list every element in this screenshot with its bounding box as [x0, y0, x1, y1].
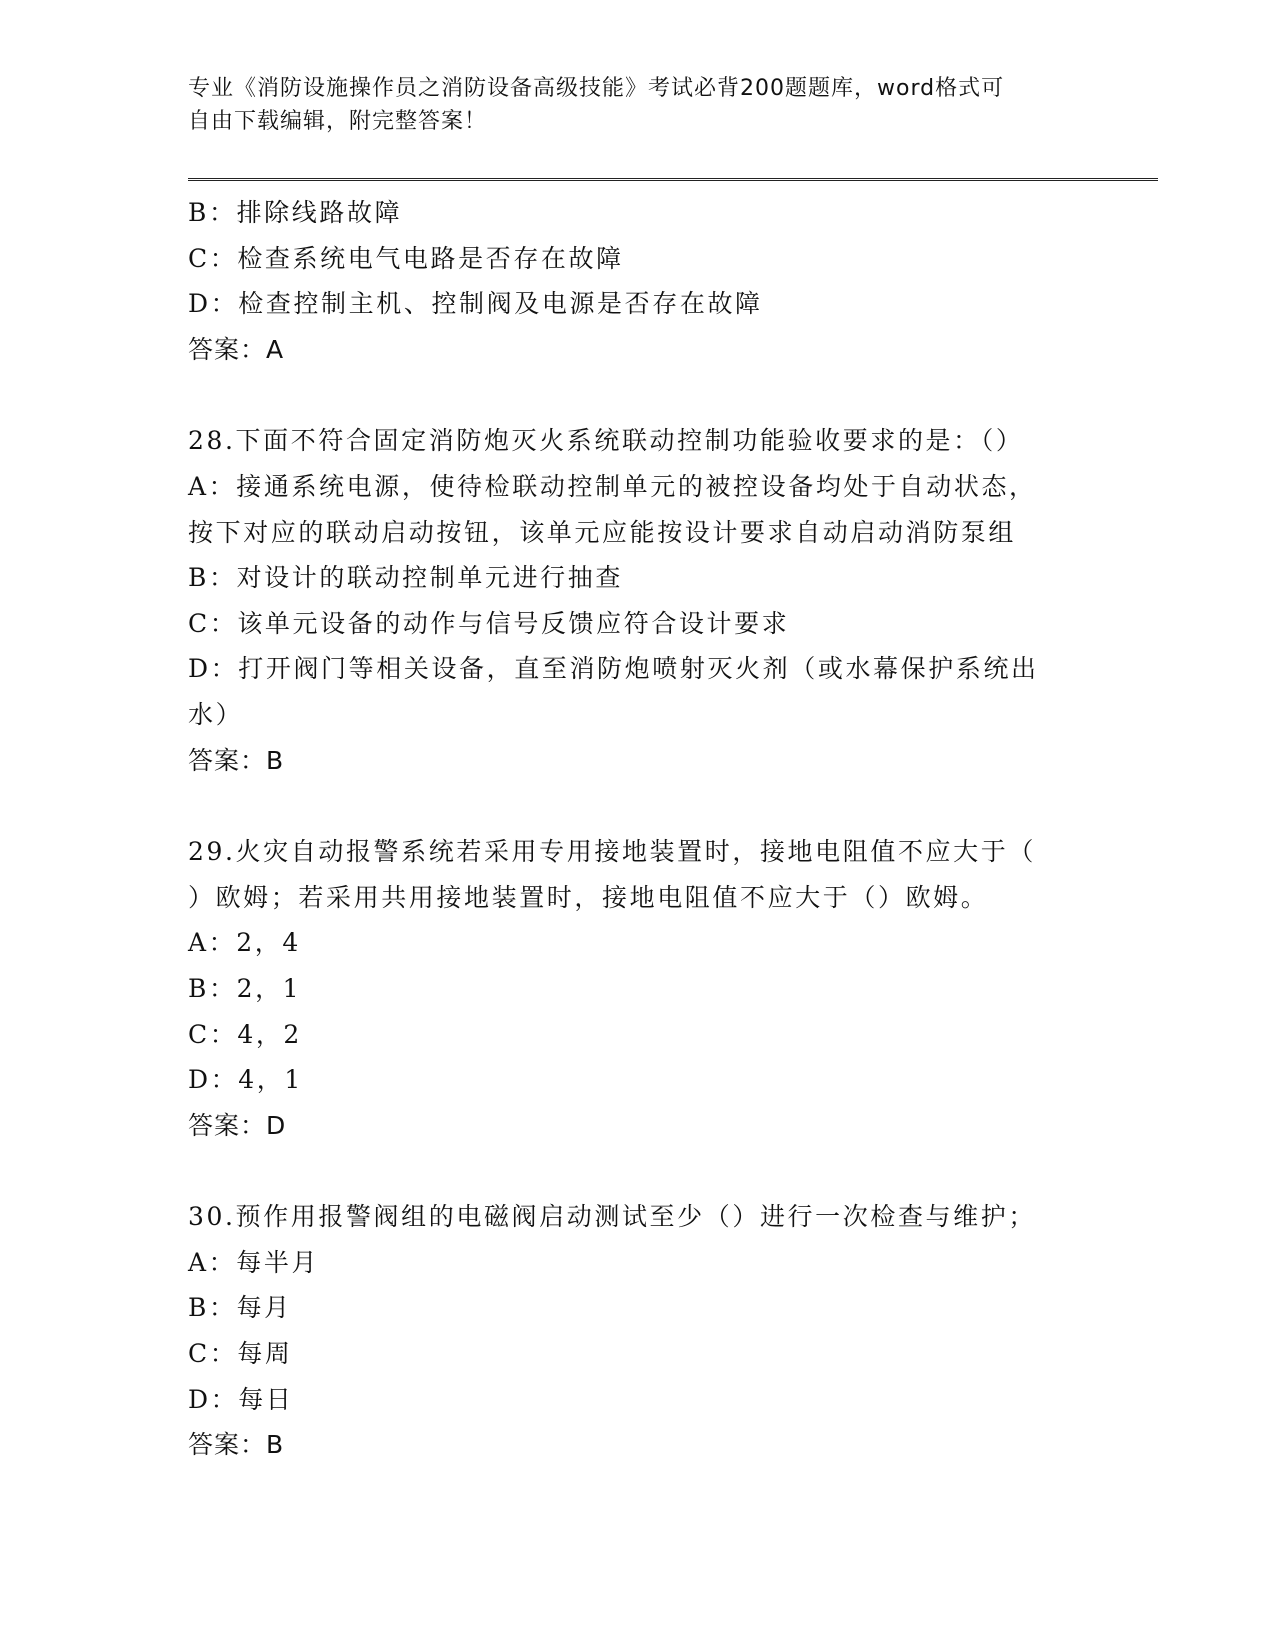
option-c: C：每周 [188, 1339, 293, 1369]
answer-line: 答案：A [188, 334, 285, 364]
option-a: A：2，4 [188, 928, 301, 958]
question-text-line-2: ）欧姆；若采用共用接地装置时，接地电阻值不应大于（）欧姆。 [188, 882, 989, 912]
option-d: D：每日 [188, 1384, 294, 1414]
header-title-line-2: 自由下载编辑，附完整答案！ [188, 109, 488, 134]
option-c: C：检查系统电气电路是否存在故障 [188, 243, 624, 273]
option-a-line-1: A：接通系统电源，使待检联动控制单元的被控设备均处于自动状态， [188, 471, 1037, 501]
question-27-tail [188, 190, 1088, 372]
option-b: B：对设计的联动控制单元进行抽查 [188, 563, 623, 593]
question-text-line-1: 29.火灾自动报警系统若采用专用接地装置时，接地电阻值不应大于（ [188, 837, 1036, 867]
option-d: D：4，1 [188, 1065, 303, 1095]
header-divider [188, 178, 1158, 181]
answer-line: 答案：B [188, 745, 285, 775]
option-d-line-2: 水） [188, 699, 244, 729]
spacer [188, 1148, 1088, 1194]
option-a: A：每半月 [188, 1247, 320, 1277]
document-header [188, 72, 1068, 138]
option-b: B：2，1 [188, 973, 302, 1003]
option-b: B：排除线路故障 [188, 198, 403, 227]
question-content [188, 190, 1088, 1468]
answer-line: 答案：D [188, 1110, 287, 1140]
header-title-line-1: 专业《消防设施操作员之消防设备高级技能》考试必背200题题库，word格式可 [188, 76, 1005, 101]
option-d: D：检查控制主机、控制阀及电源是否存在故障 [188, 289, 763, 319]
question-text: 30.预作用报警阀组的电磁阀启动测试至少（）进行一次检查与维护； [188, 1202, 1036, 1232]
question-28 [188, 418, 1088, 783]
option-c: C：4，2 [188, 1019, 302, 1049]
option-b: B：每月 [188, 1293, 292, 1323]
spacer [188, 372, 1088, 418]
option-a-line-2: 按下对应的联动启动按钮，该单元应能按设计要求自动启动消防泵组 [188, 517, 1017, 547]
question-29 [188, 829, 1088, 1148]
question-30 [188, 1194, 1088, 1468]
option-c: C：该单元设备的动作与信号反馈应符合设计要求 [188, 608, 790, 638]
option-d-line-1: D：打开阀门等相关设备，直至消防炮喷射灭火剂（或水幕保护系统出 [188, 654, 1039, 684]
spacer [188, 783, 1088, 829]
answer-line: 答案：B [188, 1430, 285, 1460]
question-text: 28.下面不符合固定消防炮灭火系统联动控制功能验收要求的是：（） [188, 426, 1024, 456]
